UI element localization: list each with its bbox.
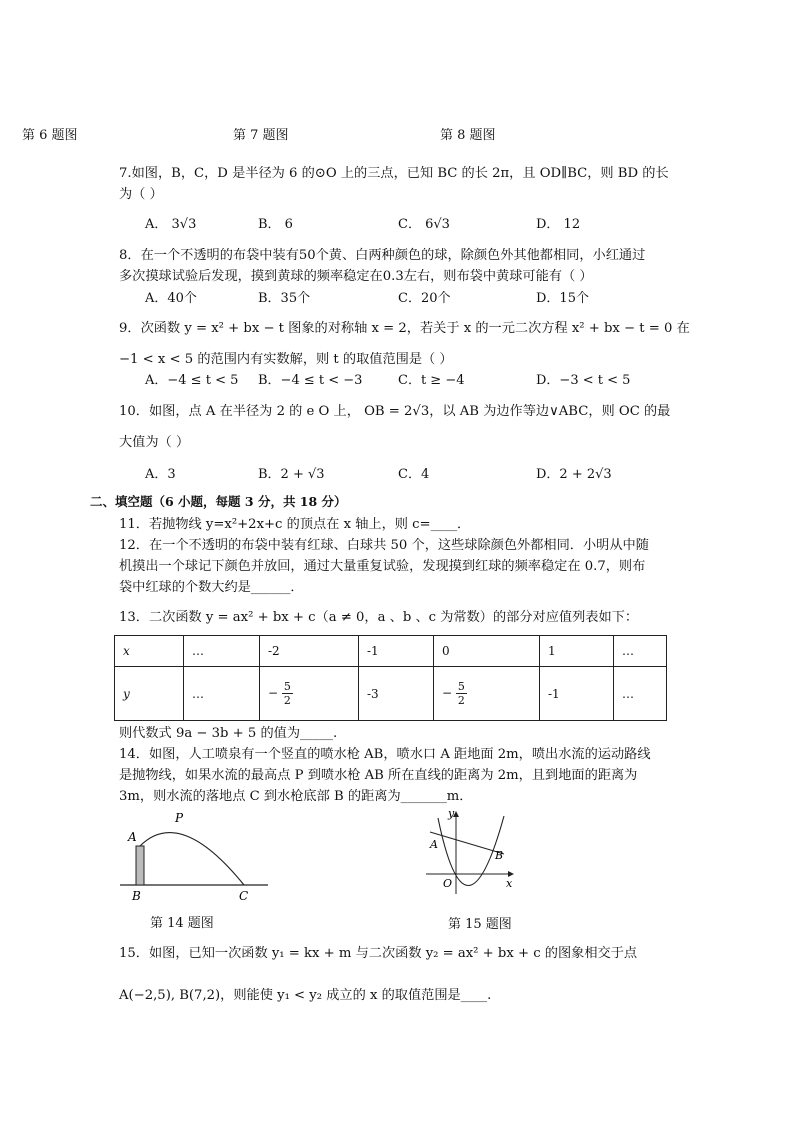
section2-heading: 二、填空题（6 小题，每题 3 分，共 18 分） [90, 494, 347, 509]
q8-option-b: B．35个 [258, 291, 311, 306]
label-a: A [128, 830, 137, 844]
q13-line1: 13．二次函数 y = ax² + bx + c（a ≠ 0，a 、b 、c 为常数）的部分对应值列表如下： [119, 610, 639, 625]
figure-15-graph [420, 808, 520, 896]
figure-15-caption: 第 15 题图 [448, 917, 512, 932]
fraction-sign: − [268, 686, 279, 700]
q7-option-c: C． 6√3 [398, 217, 450, 232]
table-cell-fraction [260, 667, 359, 721]
q9-option-d: D．−3 < t < 5 [536, 373, 631, 388]
q14-line1: 14．如图，人工喷泉有一个竖直的喷水枪 AB，喷水口 A 距地面 2m，喷出水流的运动路线 [119, 747, 651, 762]
q7-option-d: D． 12 [536, 217, 581, 232]
label-o: O [443, 877, 453, 890]
figure-caption-7: 第 7 题图 [233, 128, 289, 143]
table-cell: … [184, 667, 260, 721]
label-b: B [132, 889, 141, 903]
q15-line2: A(−2,5), B(7,2)，则能使 y₁ < y₂ 成立的 x 的取值范围是____. [119, 988, 492, 1003]
figure-caption-6: 第 6 题图 [22, 128, 78, 143]
q9-option-c: C．t ≥ −4 [398, 373, 465, 388]
figure-14-fountain [118, 808, 278, 908]
q11-text: 11．若抛物线 y=x²+2x+c 的顶点在 x 轴上，则 c=____． [119, 517, 471, 532]
line-y1 [430, 832, 504, 854]
fraction-denominator: 2 [457, 694, 465, 707]
q7-line2: 为（ ） [119, 187, 163, 202]
q12-line2: 机摸出一个球记下颜色并放回，通过大量重复试验，发现摸到红球的频率稳定在 0.7，则布 [119, 559, 646, 574]
table-cell-fraction [434, 667, 540, 721]
water-parabola [140, 833, 244, 885]
q9-line2: −1 < x < 5 的范围内有实数解，则 t 的取值范围是（ ） [119, 352, 453, 367]
q10-line1: 10．如图，点 A 在半径为 2 的 e O 上， OB = 2√3，以 AB 为边作等边∨ABC，则 OC 的最 [119, 404, 671, 419]
q7-line1: 7.如图，B，C，D 是半径为 6 的⊙O 上的三点，已知 BC 的长 2π，且 OD∥BC，则 BD 的长 [119, 166, 669, 181]
q10-option-a: A．3 [145, 467, 176, 482]
fraction-sign: − [442, 686, 453, 700]
label-p: P [175, 811, 184, 825]
figure-caption-8: 第 8 题图 [440, 128, 496, 143]
fraction [456, 680, 467, 707]
fraction-denominator: 2 [283, 694, 291, 707]
q10-option-b: B．2 + √3 [258, 467, 325, 482]
fraction-numerator: 5 [283, 680, 291, 693]
fraction [282, 680, 293, 707]
fraction-numerator: 5 [457, 680, 465, 693]
q12-line1: 12．在一个不透明的布袋中装有红球、白球共 50 个，这些球除颜色外都相同．小明从中随 [119, 538, 649, 553]
table-cell: -3 [359, 667, 434, 721]
label-a: A [430, 838, 438, 851]
q8-option-c: C．20个 [398, 291, 451, 306]
q14-line2: 是抛物线，如果水流的最高点 P 到喷水枪 AB 所在直线的距离为 2m，且到地面的距离为 [119, 768, 638, 783]
label-c: C [239, 889, 249, 903]
q15-line1: 15．如图，已知一次函数 y₁ = kx + m 与二次函数 y₂ = ax² + bx + c 的图象相交于点 [119, 946, 638, 961]
q10-line2: 大值为（ ） [119, 435, 190, 450]
table-cell: … [184, 636, 260, 667]
table-cell: … [614, 636, 667, 667]
table-cell: -1 [359, 636, 434, 667]
table-header-x: x [115, 636, 184, 667]
table-cell: 0 [434, 636, 540, 667]
q8-line2: 多次摸球试验后发现，摸到黄球的频率稳定在0.3左右，则布袋中黄球可能有（ ） [119, 269, 593, 284]
q14-line3: 3m，则水流的落地点 C 到水枪底部 B 的距离为_______m． [119, 789, 473, 804]
q9-line1: 9．次函数 y = x² + bx − t 图象的对称轴 x = 2，若关于 x 的一元二次方程 x² + bx − t = 0 在 [119, 321, 690, 336]
q8-option-d: D．15个 [536, 291, 589, 306]
q9-option-a: A．−4 ≤ t < 5 [145, 373, 239, 388]
table-cell: 1 [540, 636, 614, 667]
table-row-x [115, 636, 667, 667]
water-gun-ab [136, 846, 144, 885]
q12-line3: 袋中红球的个数大约是______． [119, 580, 304, 595]
table-header-y: y [115, 667, 184, 721]
q13-value-table [114, 635, 667, 721]
q7-option-a: A． 3√3 [145, 217, 197, 232]
table-cell: … [614, 667, 667, 721]
q7-option-b: B． 6 [258, 217, 293, 232]
q10-option-c: C．4 [398, 467, 430, 482]
table-row-y [115, 667, 667, 721]
figure-14-caption: 第 14 题图 [150, 916, 214, 931]
q9-option-b: B．−4 ≤ t < −3 [258, 373, 363, 388]
label-y: y [448, 808, 455, 820]
q10-option-d: D．2 + 2√3 [536, 467, 612, 482]
label-x: x [506, 877, 513, 890]
table-cell: -2 [260, 636, 359, 667]
q8-line1: 8．在一个不透明的布袋中装有50个黄、白两种颜色的球，除颜色外其他都相同，小红通过 [119, 248, 646, 263]
q8-option-a: A．40个 [145, 291, 197, 306]
label-b: B [495, 849, 504, 862]
q13-after: 则代数式 9a − 3b + 5 的值为_____. [119, 726, 338, 741]
table-cell: -1 [540, 667, 614, 721]
